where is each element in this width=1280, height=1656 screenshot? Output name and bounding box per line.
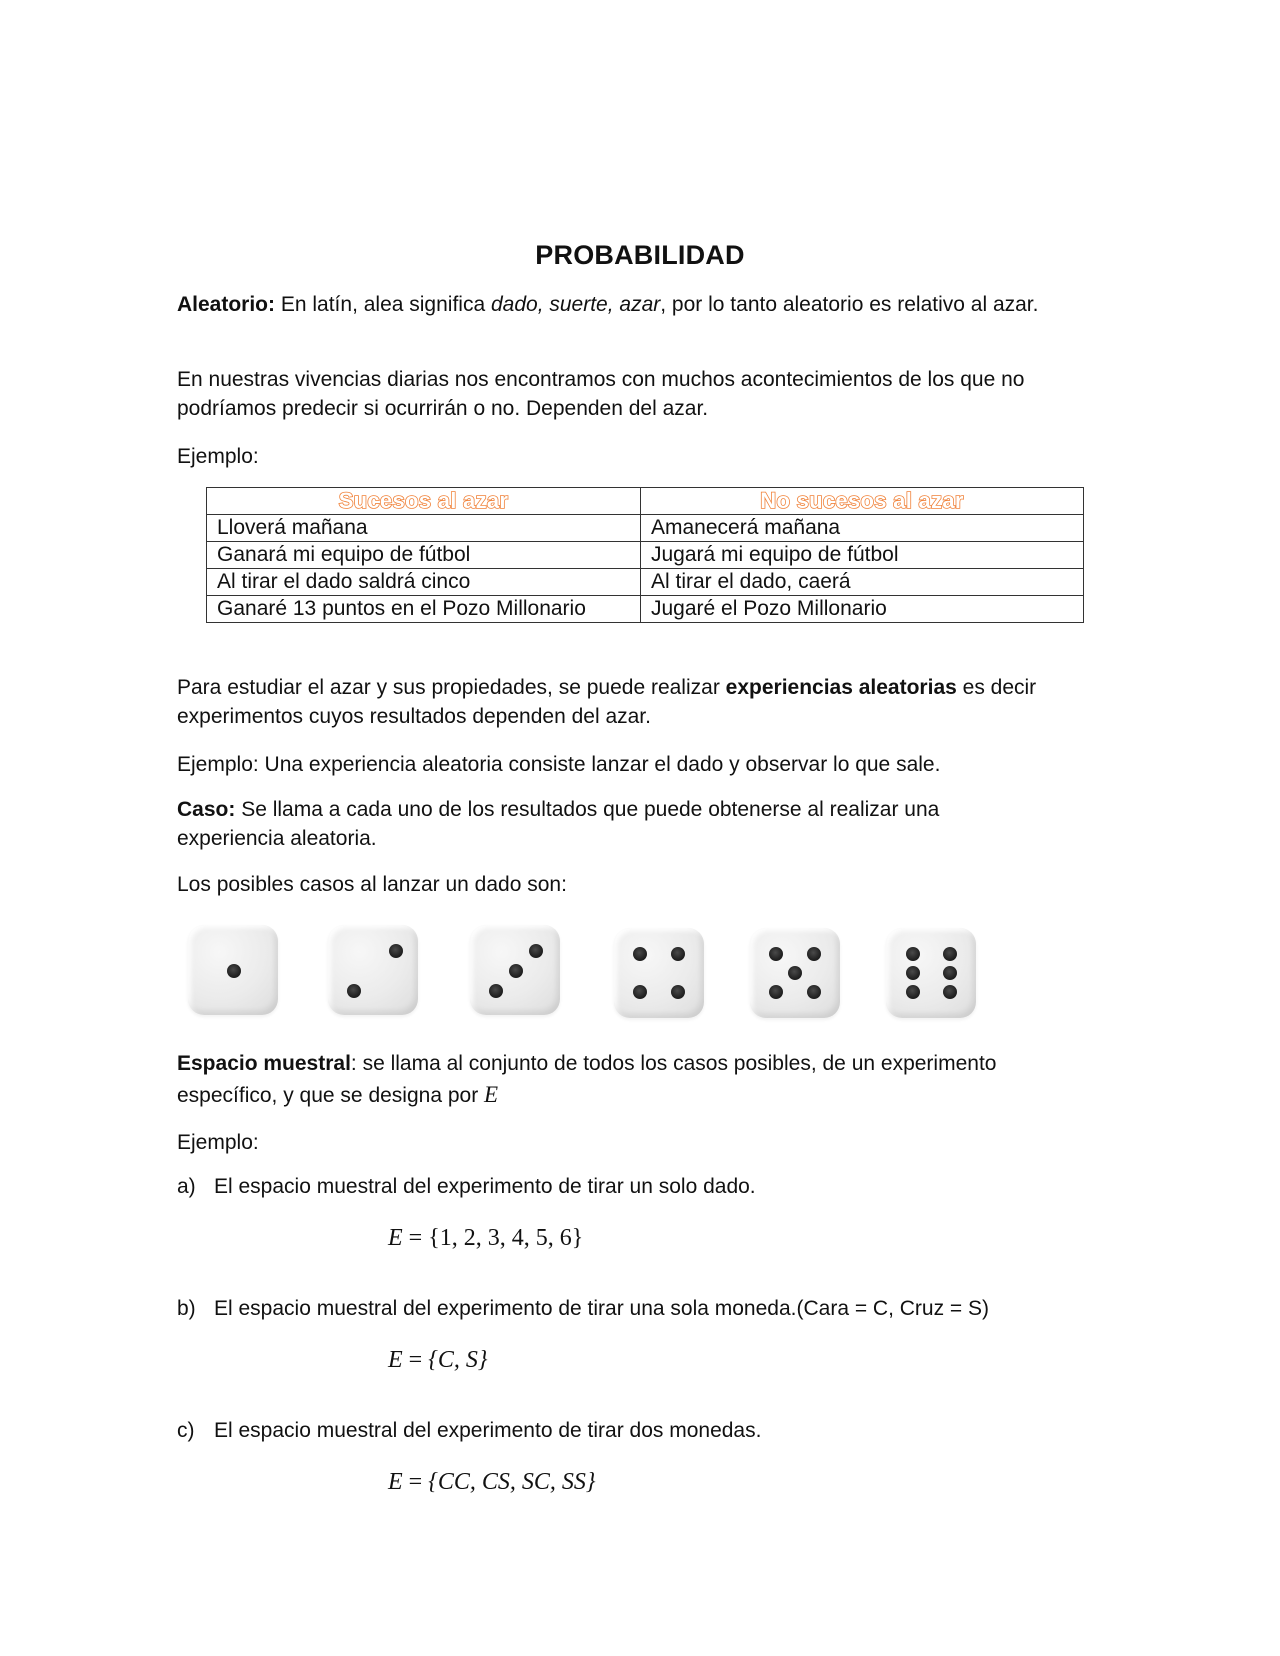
formula-b <box>388 1347 487 1374</box>
example-label-2: Ejemplo: <box>177 1131 259 1154</box>
experiencias-bold: experiencias aleatorias <box>725 676 957 699</box>
table-cell: Al tirar el dado saldrá cinco <box>207 569 641 596</box>
list-text-b: El espacio muestral del experimento de tirar una sola moneda.(Cara = C, Cruz = S) <box>214 1297 990 1320</box>
formula-lhs: E <box>388 1347 403 1373</box>
list-text-c: El espacio muestral del experimento de tirar dos monedas. <box>214 1419 762 1442</box>
experiencia-example: Ejemplo: Una experiencia aleatoria consiste lanzar el dado y observar lo que sale. <box>177 753 941 776</box>
espacio-muestral-definition <box>177 1048 1097 1111</box>
intro-paragraph: En nuestras vivencias diarias nos encontramos con muchos acontecimientos de los que no podríamos predecir si ocurrirán o no. Dependen del azar. <box>177 368 1025 420</box>
formula-lhs: E <box>388 1225 403 1251</box>
table-cell: Amanecerá mañana <box>641 515 1084 542</box>
die-face-4-icon <box>614 928 704 1018</box>
die-face-5-icon <box>750 928 840 1018</box>
table-cell: Ganará mi equipo de fútbol <box>207 542 641 569</box>
die-face-6-icon <box>886 928 976 1018</box>
experiencias-text-before: Para estudiar el azar y sus propiedades, se puede realizar <box>177 676 726 699</box>
aleatorio-text-after: , por lo tanto aleatorio es relativo al azar. <box>660 293 1039 316</box>
formula-c <box>388 1469 595 1496</box>
formula-eq: = <box>402 1469 429 1495</box>
die-face-3-icon <box>470 925 560 1015</box>
table-cell: Jugará mi equipo de fútbol <box>641 542 1084 569</box>
page-title: PROBABILIDAD <box>535 240 745 270</box>
aleatorio-text-before: En latín, alea significa <box>275 293 491 316</box>
table-row <box>207 569 1084 596</box>
table-cell: Al tirar el dado, caerá <box>641 569 1084 596</box>
list-label-a: a) <box>177 1175 196 1198</box>
formula-a <box>388 1225 583 1252</box>
events-table <box>206 487 1084 623</box>
dice-intro: Los posibles casos al lanzar un dado son: <box>177 873 567 896</box>
header-random-events: Sucesos al azar <box>207 488 641 515</box>
die-face-1-icon <box>188 925 278 1015</box>
formula-lhs: E <box>388 1469 403 1495</box>
table-row <box>207 596 1084 623</box>
experiencias-text-after: es decir experimentos cuyos resultados dependen del azar. <box>177 676 1037 728</box>
espacio-muestral-text: : se llama al conjunto de todos los casos posibles, de un experimento específico, y que se designa por <box>177 1052 997 1107</box>
table-cell: Lloverá mañana <box>207 515 641 542</box>
die-face-2-icon <box>328 925 418 1015</box>
espacio-muestral-symbol: E <box>484 1082 499 1107</box>
header-non-random-events: No sucesos al azar <box>641 488 1084 515</box>
formula-rhs: {CC, CS, SC, SS} <box>428 1469 596 1495</box>
formula-eq: = <box>402 1347 429 1373</box>
list-label-b: b) <box>177 1297 196 1320</box>
caso-term: Caso: <box>177 798 236 821</box>
caso-text: Se llama a cada uno de los resultados que puede obtenerse al realizar una experiencia aleatoria. <box>177 798 940 850</box>
experiencias-paragraph <box>177 673 1077 731</box>
formula-rhs: {1, 2, 3, 4, 5, 6} <box>428 1225 584 1251</box>
aleatorio-definition <box>177 290 1103 319</box>
table-row <box>207 515 1084 542</box>
table-cell: Jugaré el Pozo Millonario <box>641 596 1084 623</box>
aleatorio-italic: dado, suerte, azar <box>490 293 661 316</box>
espacio-muestral-term: Espacio muestral <box>177 1052 351 1075</box>
list-text-a: El espacio muestral del experimento de tirar un solo dado. <box>214 1175 756 1198</box>
formula-eq: = <box>402 1225 429 1251</box>
table-row <box>207 542 1084 569</box>
caso-definition <box>177 795 1037 853</box>
list-label-c: c) <box>177 1419 195 1442</box>
example-label: Ejemplo: <box>177 445 259 468</box>
table-header-row <box>207 488 1084 515</box>
formula-rhs: {C, S} <box>428 1347 488 1373</box>
aleatorio-term: Aleatorio: <box>177 293 276 316</box>
table-cell: Ganaré 13 puntos en el Pozo Millonario <box>207 596 641 623</box>
